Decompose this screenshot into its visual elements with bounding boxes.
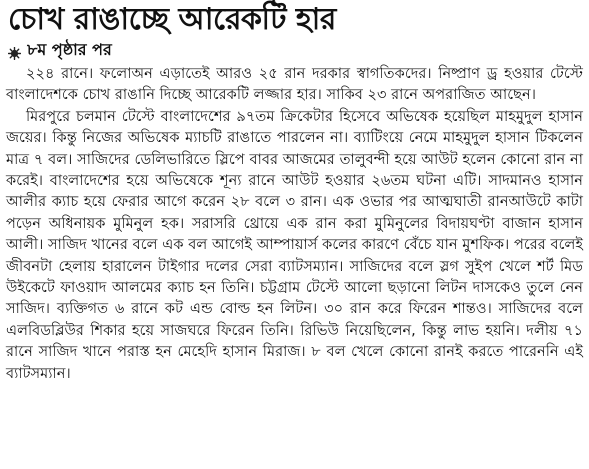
burst-bullet-icon	[8, 44, 21, 57]
body-paragraph-1: ২২৪ রানে। ফলোঅন এড়াতেই আরও ২৫ রান দরকার স্বাগতিকদের। নিষ্প্রাণ ড্র হওয়ার টেস্টে বাংলাদেশকে চোখ রাঙানি দিচ্ছে আরেকটি লজ্জার হার। সাকিব ২৩ রানে অপরাজিত আছেন।	[6, 65, 583, 104]
continued-from-line	[6, 39, 583, 61]
continued-from-label: ৮ম পৃষ্ঠার পর	[27, 40, 112, 59]
article-body	[6, 63, 583, 384]
body-paragraph-2: মিরপুরে চলমান টেস্টে বাংলাদেশের ৯৭তম ক্রিকেটার হিসেবে অভিষেক হয়েছিল মাহমুদুল হাসান জয়ের। কিন্তু নিজের অভিষেক ম্যাচটি রাঙাতে পারলেন না। ব্যাটিংয়ে নেমে মাহমুদুল হাসান টিকলেন মাত্র ৭ বল। সাজিদের ডেলিভারিতে স্লিপে বাবর আজমের তালুবন্দী হয়ে আউট হলেন কোনো রান না করেই। বাংলাদেশের হয়ে অভিষেকে শূন্য রানে আউট হওয়ার ২৬তম ঘটনা এটি। সাদমানও হাসান আলীর ক্যাচ হয়ে ফেরার আগে করেন ২৮ বলে ৩ রান। এক ওভার পর আত্মঘাতী রানআউটে কাটা পড়েন অধিনায়ক মুমিনুল হক। সরাসরি থ্রোয়ে এক রান করা মুমিনুলের বিদায়ঘণ্টা বাজান হাসান আলী। সাজিদ খানের বলে এক বল আগেই আম্পায়ার্স কলের কারণে বেঁচে যান মুশফিক। পরের বলেই জীবনটা হেলায় হারালেন টাইগার দলের সেরা ব্যাটসম্যান। সাজিদের বলে স্লগ সুইপ খেলে শর্ট মিড উইকেটে ফাওয়াদ আলমের ক্যাচ হন তিনি। চট্টগ্রাম টেস্টে আলো ছড়ানো লিটন দাসকেও তুলে নেন সাজিদ। ব্যক্তিগত ৬ রানে কট এন্ড বোল্ড হন লিটন। ৩০ রান করে ফিরেন শান্তও। সাজিদের বলে এলবিডব্লিউর শিকার হয়ে সাজঘরে ফিরেন তিনি। রিভিউ নিয়েছিলেন, কিন্তু লাভ হয়নি। দলীয় ৭১ রানে সাজিদ খানে পরাস্ত হন মেহেদি হাসান মিরাজ। ৮ বল খেলে কোনো রানই করতে পারেননি এই ব্যাটসম্যান।	[6, 107, 583, 382]
headline: চোখ রাঙাচ্ছে আরেকটি হার	[8, 2, 336, 37]
